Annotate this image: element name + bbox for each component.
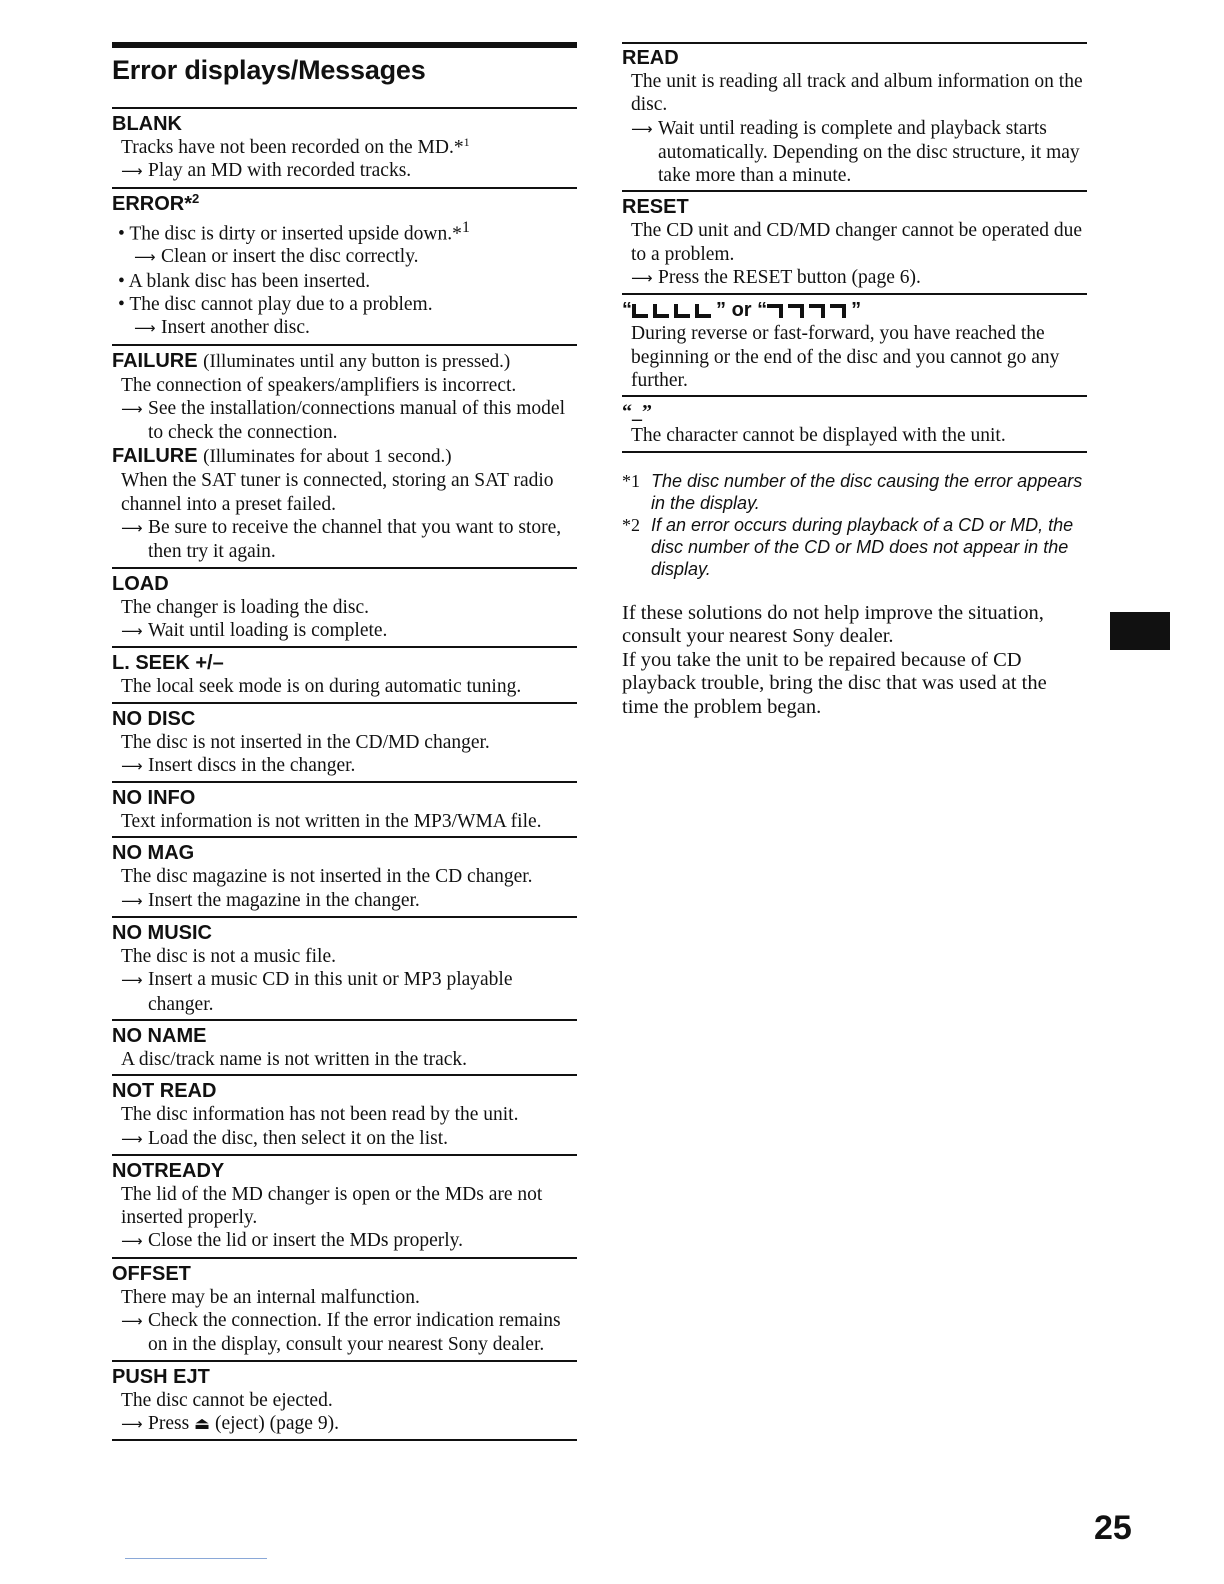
entry-heading: NO DISC [112,707,196,730]
bullet-item: • The disc cannot play due to a problem. [118,293,433,315]
arrow-icon: ⟶ [134,319,156,338]
segment-top-right-icon [767,304,783,318]
entry-remedy: ⟶ Insert a music CD in this unit or MP3 playable changer. [121,969,513,1015]
arrow-icon: ⟶ [121,162,143,181]
entry-text: Text information is not written in the MP3/WMA file. [121,811,542,833]
entry-load [112,569,577,649]
footnote: *1 The disc number of the disc causing the error appears in the display. [622,470,1083,513]
arrow-icon: ⟶ [134,248,156,267]
entry-heading: NO MAG [112,842,195,865]
entry-noinfo [112,783,577,838]
arrow-icon: ⟶ [121,756,143,775]
entry-text: The lid of the MD changer is open or the MDs are not inserted properly. [121,1183,543,1229]
arrow-icon: ⟶ [631,119,653,138]
entry-text: The local seek mode is on during automatic tuning. [121,676,522,698]
section-thumb-tab [1110,612,1170,650]
entry-text: The changer is loading the disc. [121,596,370,618]
entry-blank [112,109,577,189]
arrow-icon: ⟶ [121,971,143,990]
entry-reset [622,192,1087,295]
entry-remedy: ⟶ Insert another disc. [112,316,577,340]
entry-text: The disc cannot be ejected. [121,1389,333,1411]
entry-text: The character cannot be displayed with the unit. [631,425,1006,447]
segment-bottom-left-icon [674,304,690,318]
entry-text: The disc information has not been read by the unit. [121,1104,519,1126]
entry-offset [112,1259,577,1362]
entry-remedy: ⟶ Clean or insert the disc correctly. [112,245,577,269]
segment-display-icons [767,299,851,321]
segment-display-icons [632,299,716,321]
entry-text: The disc is not inserted in the CD/MD changer. [121,731,490,753]
entry-remedy: ⟶ Load the disc, then select it on the list. [112,1127,577,1151]
entry-text: The CD unit and CD/MD changer cannot be operated due to a problem. [631,220,1083,265]
entry-read [622,44,1087,192]
entry-text: The disc magazine is not inserted in the CD changer. [121,866,533,888]
entry-heading: “ ” or “ ” [622,299,862,322]
entry-nodisc [112,704,577,784]
entry-text: The disc is not a music file. [121,946,336,968]
entry-segment-display [622,295,1087,397]
eject-icon: ⏏ [194,1413,211,1434]
entry-heading: NO MUSIC [112,922,212,945]
entry-lseek [112,648,577,703]
arrow-icon: ⟶ [121,519,143,538]
entry-heading: PUSH EJT [112,1365,210,1388]
entry-text: When the SAT tuner is connected, storing an SAT radio channel into a preset failed. [121,470,554,515]
closing-paragraph: If you take the unit to be repaired because of CD playback trouble, bring the disc that was used at the time the problem began. [622,648,1047,718]
entry-remedy: ⟶ Play an MD with recorded tracks. [112,159,577,183]
segment-top-right-icon [788,304,804,318]
entry-heading: LOAD [112,572,169,595]
entry-remedy: ⟶ See the installation/connections manual of this model to check the connection. [121,397,565,444]
entry-heading: READ [622,47,679,69]
entry-remedy: ⟶ Press ⏏ (eject) (page 9). [112,1412,577,1436]
footnotes [622,470,1087,580]
entry-heading: FAILURE (Illuminates until any button is pressed.) [112,349,511,372]
entry-failure-group [112,346,577,569]
entry-remedy: ⟶ Insert the magazine in the changer. [112,889,577,913]
segment-top-right-icon [830,304,846,318]
segment-bottom-left-icon [632,304,648,318]
entry-text: A disc/track name is not written in the track. [121,1048,468,1070]
scan-mark [125,1558,267,1559]
arrow-icon: ⟶ [121,1129,143,1148]
entry-remedy: ⟶ Be sure to receive the channel that you want to store, then try it again. [112,516,577,569]
title-top-rule [112,42,577,48]
arrow-icon: ⟶ [121,1414,143,1433]
entry-notready [112,1156,577,1259]
arrow-icon: ⟶ [121,399,143,418]
entry-heading: L. SEEK +/– [112,652,224,675]
entry-pushejt [112,1362,577,1442]
arrow-icon: ⟶ [121,621,143,640]
arrow-icon: ⟶ [121,1232,143,1251]
arrow-icon: ⟶ [121,1312,143,1330]
closing-paragraph: If these solutions do not help improve the situation, consult your nearest Sony dealer. [622,601,1044,648]
entry-nomag [112,838,577,918]
right-column [622,42,1087,719]
entry-heading: RESET [622,196,689,219]
entry-remedy: ⟶ Check the connection. If the error indication remains on in the display, consult your nearest Sony dealer. [121,1310,561,1356]
bullet-item: • A blank disc has been inserted. [118,270,371,292]
entry-heading: FAILURE (Illuminates for about 1 second.) [112,445,452,468]
entry-remedy: ⟶ Close the lid or insert the MDs properly. [112,1229,577,1253]
entry-notread [112,1076,577,1156]
segment-top-right-icon [809,304,825,318]
entry-heading: NO NAME [112,1024,207,1047]
entry-text: There may be an internal malfunction. [121,1286,420,1308]
entry-text: The unit is reading all track and album information on the disc. [631,71,1083,116]
bullet-item: • The disc is dirty or inserted upside down.*$^1$ [118,217,471,245]
page-title: Error displays/Messages [112,55,426,85]
entry-remedy: ⟶ Wait until reading is complete and playback starts automatically. Depending on the disc structure, it may take more than a minute. [631,117,1080,187]
entry-text: Tracks have not been recorded on the MD.*$^1$ [121,135,470,158]
footnote: *2 If an error occurs during playback of a CD or MD, the disc number of the CD or MD does not appear in the display. [622,514,1074,579]
entry-remedy: ⟶ Wait until loading is complete. [112,619,577,643]
arrow-icon: ⟶ [631,269,653,288]
entry-error [112,189,577,346]
arrow-icon: ⟶ [121,891,143,910]
page-number: 25 [1094,1509,1132,1547]
entry-remedy: ⟶ Insert discs in the changer. [112,754,577,778]
entry-heading: NOTREADY [112,1159,225,1182]
segment-bottom-left-icon [695,304,711,318]
entry-heading: BLANK [112,113,182,135]
entry-text: During reverse or fast-forward, you have reached the beginning or the end of the disc and you cannot go any further. [631,323,1060,391]
entry-heading: ERROR*$^2$ [112,190,200,215]
closing-text [622,602,1087,720]
entry-heading: “_” [622,401,652,424]
entry-noname [112,1021,577,1076]
entry-text: The connection of speakers/amplifiers is incorrect. [121,374,517,396]
segment-bottom-left-icon [653,304,669,318]
entry-heading: NO INFO [112,787,196,810]
left-column [112,42,577,1441]
entry-heading: NOT READ [112,1080,217,1103]
entry-nomusic [112,918,577,1021]
entry-remedy: ⟶ Press the RESET button (page 6). [622,266,1087,290]
entry-underscore [622,397,1087,452]
entry-heading: OFFSET [112,1262,191,1285]
